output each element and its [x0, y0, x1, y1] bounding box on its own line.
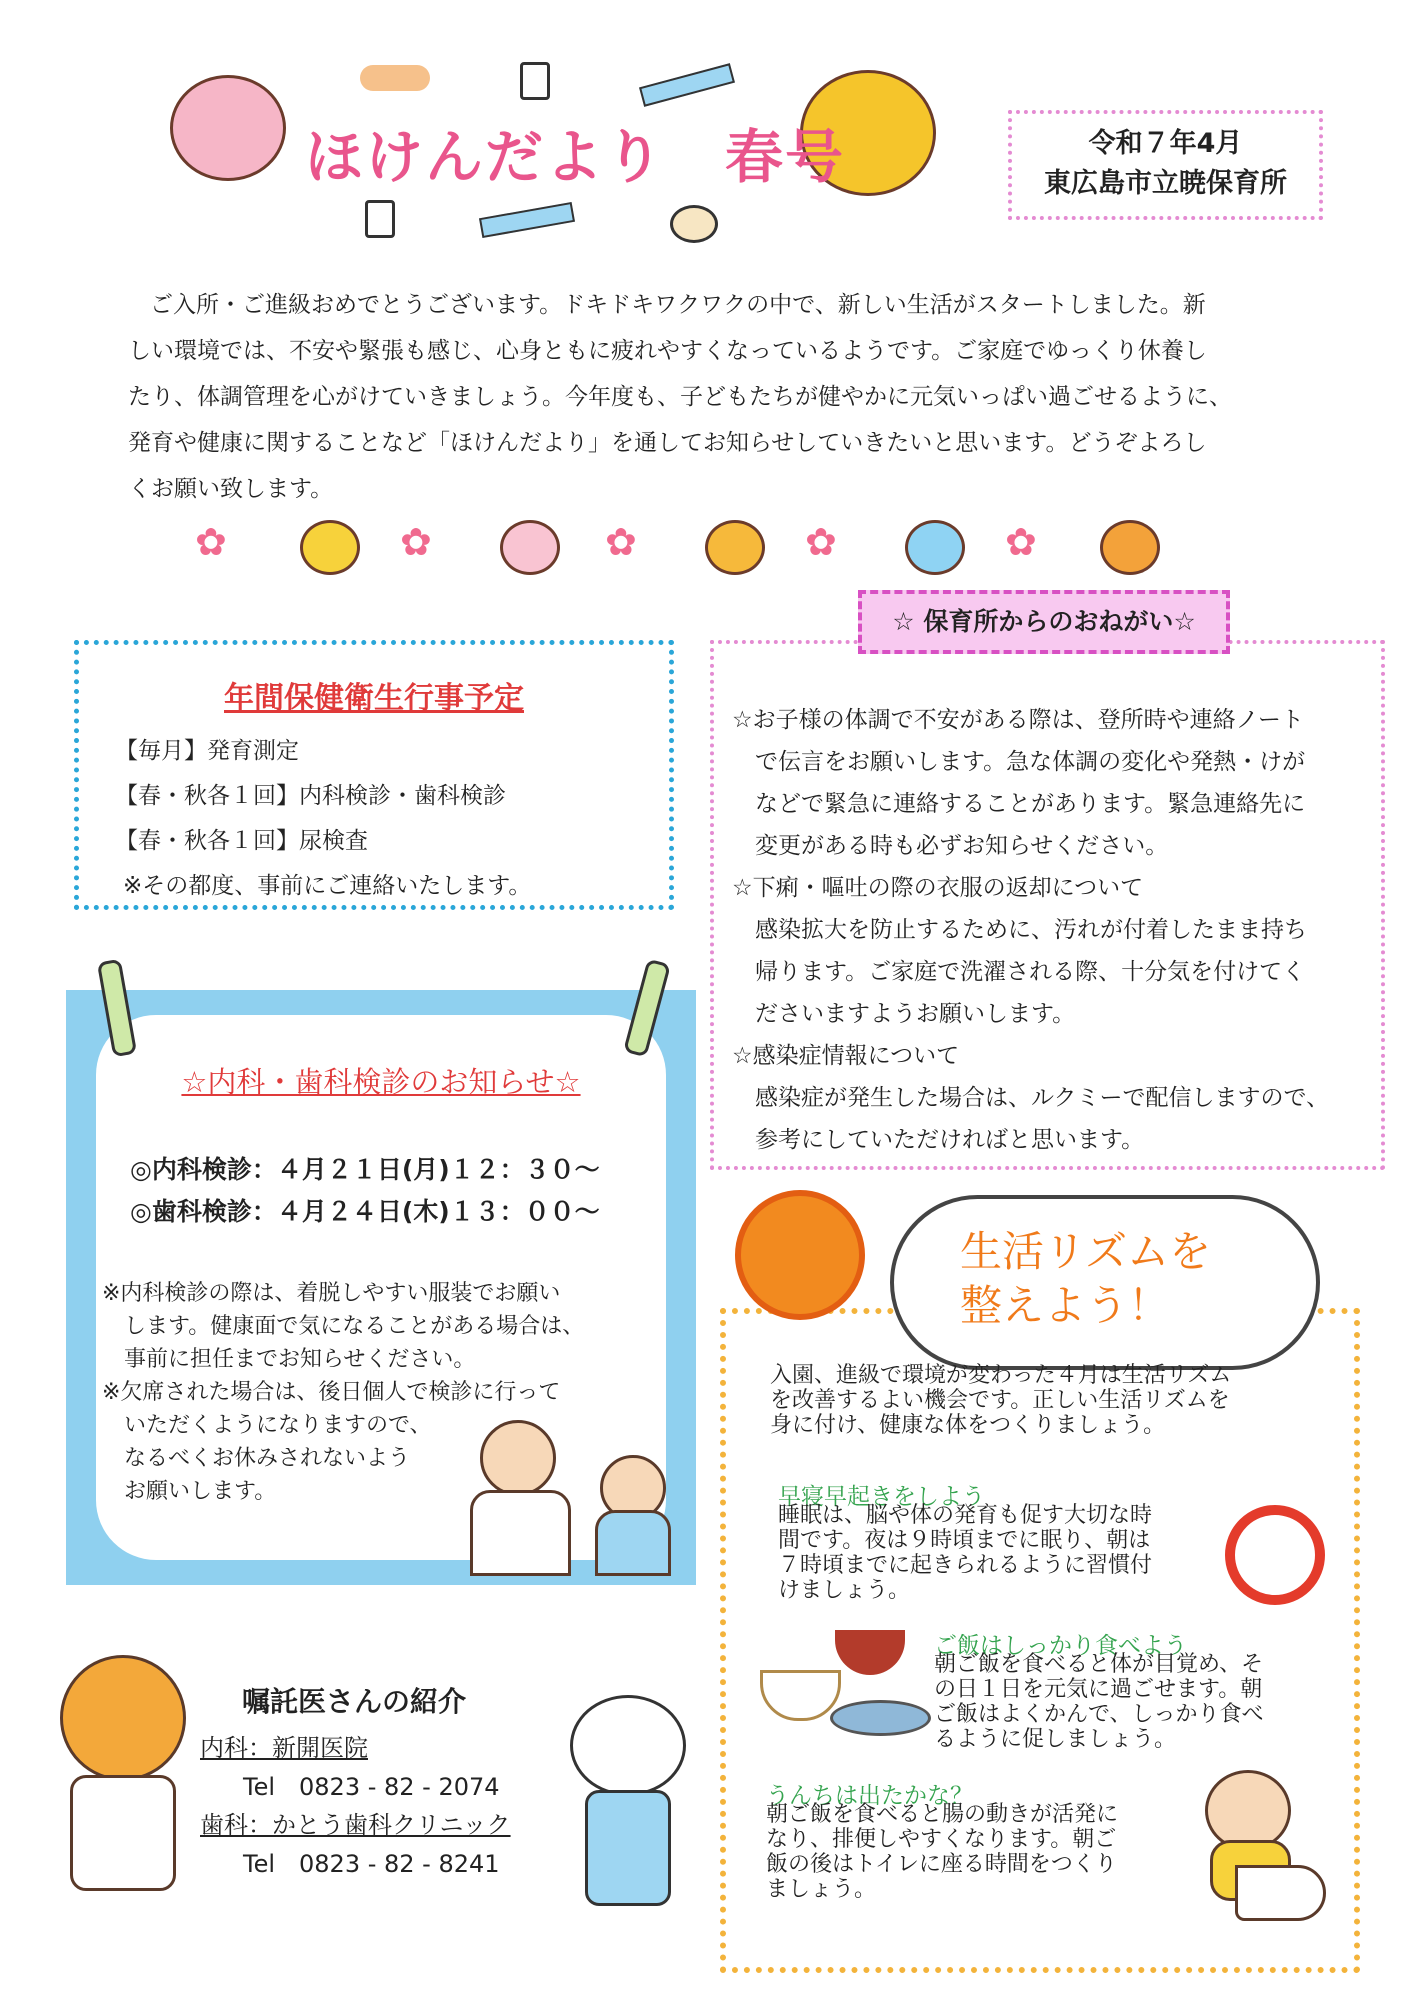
event-item: 【毎月】発育測定 — [115, 738, 299, 764]
life-rhythm-title-line: 生活リズムを — [960, 1227, 1212, 1276]
meal-line: の日１日を元気に過ごせます。朝 — [934, 1677, 1263, 1702]
miso-soup-icon — [835, 1630, 905, 1675]
alarm-clock-icon — [1225, 1505, 1325, 1605]
requests-title: ☆ 保育所からのおねがい☆ — [858, 590, 1230, 654]
poo-heading: うんちは出たかな？ — [766, 1783, 973, 1809]
intro-text — [128, 282, 1308, 512]
baby-head — [1205, 1770, 1291, 1851]
lion-coat — [70, 1775, 176, 1891]
exam-note-line: ※欠席された場合は、後日個人で検診に行って — [102, 1380, 561, 1405]
decorative-border — [195, 515, 1195, 585]
page-title: ほけんだより 春号 — [305, 123, 846, 191]
syringe-icon — [479, 202, 575, 238]
baby-on-potty-illustration — [1195, 1770, 1325, 1920]
exam-note-line: お願いします。 — [102, 1479, 277, 1504]
poo-line: 朝ご飯を食べると腸の動きが活発に — [766, 1802, 1119, 1827]
life-rhythm-title — [960, 1225, 1211, 1333]
flower-icon: ✿ — [605, 520, 637, 564]
internal-exam-date: ◎内科検診：４月２１日(月)１２：３０～ — [130, 1155, 600, 1184]
life-rhythm-intro — [770, 1363, 1231, 1438]
intro-line: しい環境では、不安や緊張も感じ、心身ともに疲れやすくなっているようです。ご家庭でゆっくり休養し — [128, 338, 1207, 364]
syringe-icon — [639, 63, 735, 107]
request-line: ☆お子様の体調で不安がある際は、登所時や連絡ノート — [732, 707, 1304, 733]
sleep-heading: 早寝早起きをしよう — [778, 1484, 985, 1510]
doctors-title: 嘱託医さんの紹介 — [242, 1685, 467, 1718]
mouse-face-icon — [905, 520, 965, 575]
nurse-cat-illustration — [565, 1675, 685, 1925]
request-line: 感染拡大を防止するために、汚れが付着したまま持ち — [732, 917, 1307, 943]
bandage-icon — [360, 65, 430, 91]
intro-line: くお願い致します。 — [128, 476, 334, 502]
requests-box — [710, 640, 1385, 1170]
doctor-illustration — [480, 1420, 556, 1496]
dental-exam-date: ◎歯科検診：４月２４日(木)１３：００～ — [130, 1197, 600, 1226]
lion-mane — [60, 1655, 186, 1781]
doctor-examining-child-illustration — [470, 1420, 680, 1570]
medicine-bottle-icon — [365, 200, 395, 238]
organization-name: 東広島市立暁保育所 — [1044, 168, 1287, 199]
nurse-bunny-illustration — [170, 75, 286, 181]
flower-icon: ✿ — [805, 520, 837, 564]
sun-icon — [735, 1190, 865, 1320]
exam-notice-title: ☆内科・歯科検診のお知らせ☆ — [181, 1065, 581, 1099]
sleep-line: けましょう。 — [778, 1578, 911, 1603]
sleep-text — [778, 1503, 1152, 1603]
cat-face-icon — [705, 520, 765, 575]
meal-line: ご飯はよくかんで、しっかり食べ — [934, 1702, 1264, 1727]
request-line: ☆感染症情報について — [732, 1043, 960, 1069]
sleep-line: 睡眠は、脳や体の発育も促す大切な時 — [778, 1503, 1153, 1528]
cat-head — [570, 1695, 686, 1796]
life-rhythm-title-line: 整えよう！ — [960, 1281, 1171, 1330]
annual-events-box — [74, 640, 674, 910]
rhythm-intro-line: 入園、進級で環境が変わった４月は生活リズム — [770, 1363, 1232, 1388]
poo-text — [766, 1802, 1118, 1902]
poo-line: ましょう。 — [766, 1877, 877, 1902]
date-org-box — [1008, 110, 1323, 220]
intro-line: たり、体調管理を心がけていきましょう。今年度も、子どもたちが健やかに元気いっぱい過ごせるように、 — [128, 384, 1232, 410]
poo-line: なり、排便しやすくなります。朝ご — [766, 1827, 1117, 1852]
exam-note-line: いただくようになりますので、 — [102, 1413, 432, 1438]
flower-icon: ✿ — [400, 520, 432, 564]
flower-icon: ✿ — [195, 520, 227, 564]
lion-doctor-illustration — [60, 1655, 185, 1925]
exam-note-line: 事前に担任までお知らせください。 — [102, 1347, 476, 1372]
rice-bowl-icon — [760, 1670, 841, 1721]
cat-body — [585, 1790, 671, 1906]
meal-heading: ご飯はしっかり食べよう — [934, 1633, 1187, 1659]
event-item: 【春・秋各１回】尿検査 — [115, 828, 368, 854]
poo-line: 飯の後はトイレに座る時間をつくり — [766, 1852, 1117, 1877]
tape-roll-icon — [670, 205, 718, 243]
doctor-coat — [470, 1490, 571, 1576]
rhythm-intro-line: を改善するよい機会です。正しい生活リズムを — [770, 1388, 1230, 1413]
internal-clinic-tel: Tel 0823 - 82 - 2074 — [243, 1773, 500, 1801]
request-line: 参考にしていただければと思います。 — [732, 1127, 1145, 1153]
dog-face-icon — [1100, 520, 1160, 575]
request-line: 変更がある時も必ずお知らせください。 — [732, 833, 1169, 859]
requests-body — [732, 699, 1377, 1161]
dental-clinic-tel: Tel 0823 - 82 - 8241 — [243, 1850, 500, 1878]
potty — [1235, 1865, 1326, 1921]
exam-note-line: します。健康面で気になることがある場合は、 — [102, 1314, 585, 1339]
child-body — [595, 1510, 671, 1576]
event-note: ※その都度、事前にご連絡いたします。 — [123, 873, 532, 899]
medicine-bottle-icon — [520, 62, 550, 100]
rhythm-intro-line: 身に付け、健康な体をつくりましょう。 — [770, 1413, 1166, 1438]
sleep-line: ７時頃までに起きられるように習慣付 — [778, 1553, 1153, 1578]
exam-note-line: ※内科検診の際は、着脱しやすい服装でお願い — [102, 1281, 561, 1306]
fish-plate-icon — [830, 1700, 931, 1736]
sleep-line: 間です。夜は９時頃までに眠り、朝は — [778, 1528, 1151, 1553]
meal-text — [934, 1652, 1264, 1752]
request-line: 帰ります。ご家庭で洗濯される際、十分気を付けてく — [732, 959, 1306, 985]
exam-note-line: なるべくお休みされないよう — [102, 1446, 411, 1471]
intro-line: 発育や健康に関することなど「ほけんだより」を通してお知らせしていきたいと思います。どうぞよろし — [128, 430, 1207, 456]
request-line: 感染症が発生した場合は、ルクミーで配信しますので、 — [732, 1085, 1330, 1111]
issue-date: 令和７年4月 — [1088, 128, 1243, 159]
event-item: 【春・秋各１回】内科検診・歯科検診 — [115, 783, 506, 809]
meal-line: るように促しましょう。 — [934, 1727, 1177, 1752]
request-line: ださいますようお願いします。 — [732, 1001, 1076, 1027]
annual-events-title: 年間保健衛生行事予定 — [224, 681, 524, 716]
meal-line: 朝ご飯を食べると体が目覚め、そ — [934, 1652, 1264, 1677]
breakfast-illustration — [760, 1630, 930, 1740]
request-line: で伝言をお願いします。急な体調の変化や発熱・けが — [732, 749, 1306, 775]
request-line: などで緊急に連絡することがあります。緊急連絡先に — [732, 791, 1306, 817]
bear-face-icon — [300, 520, 360, 575]
bunny-face-icon — [500, 520, 560, 575]
flower-icon: ✿ — [1005, 520, 1037, 564]
dental-clinic-name: 歯科：かとう歯科クリニック — [200, 1811, 511, 1839]
internal-clinic-name: 内科：新開医院 — [200, 1734, 368, 1762]
intro-line: ご入所・ご進級おめでとうございます。ドキドキワクワクの中で、新しい生活がスタートしました。新 — [150, 292, 1206, 318]
request-line: ☆下痢・嘔吐の際の衣服の返却について — [732, 875, 1144, 901]
